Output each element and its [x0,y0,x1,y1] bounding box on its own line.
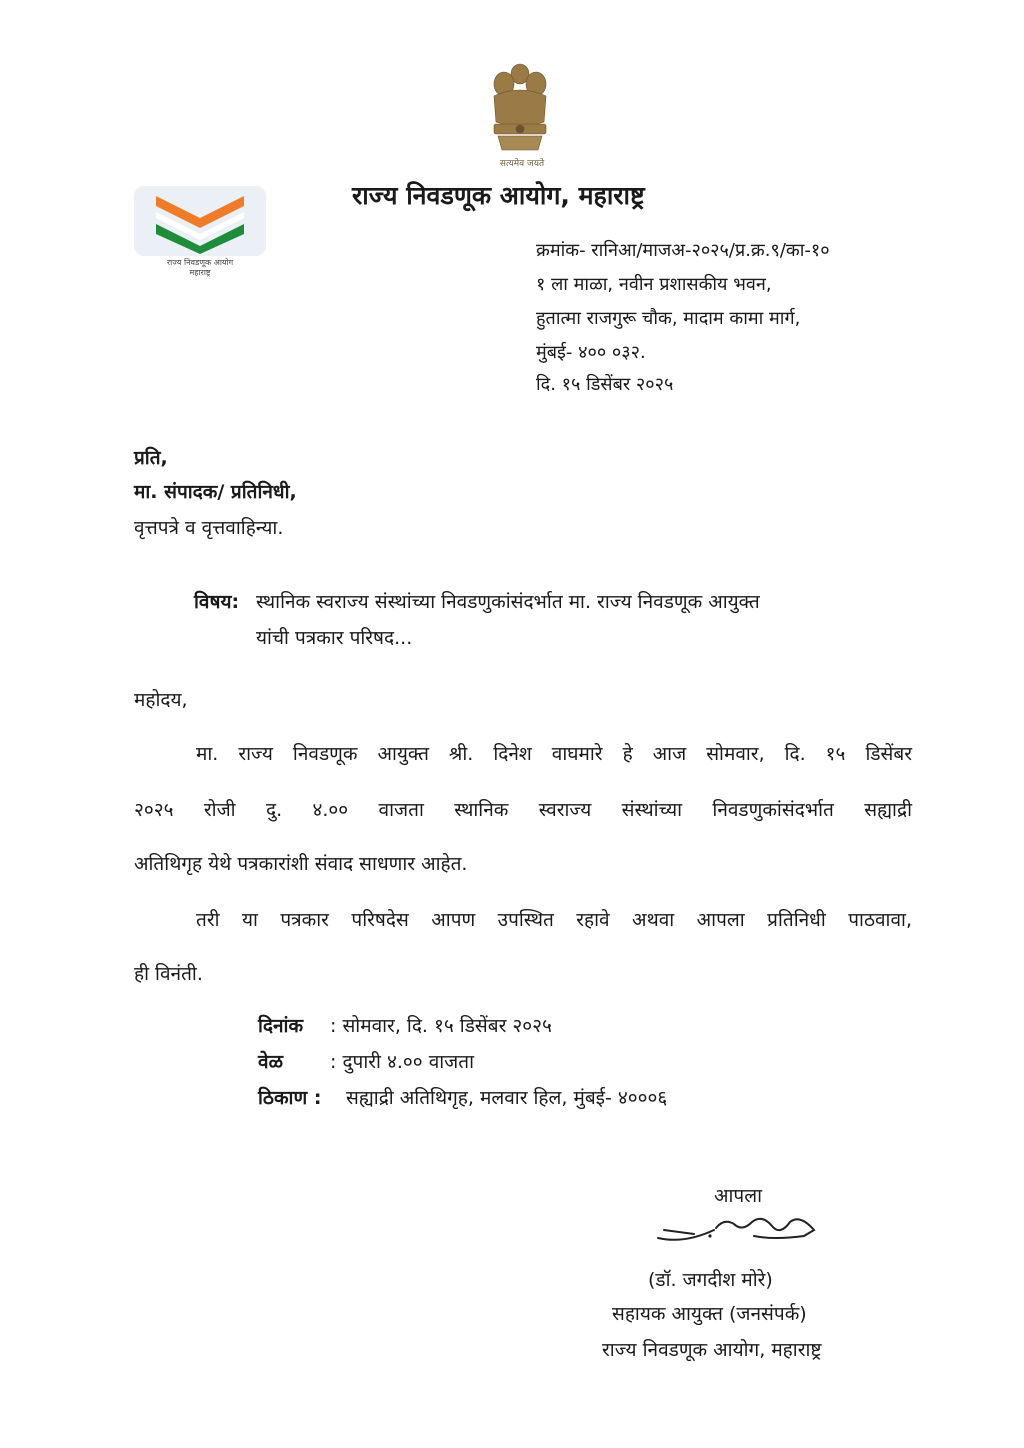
detail-time-label: वेळ [258,1051,284,1073]
sec-logo [134,186,266,256]
signatory-name: (डॉ. जगदीश मोरे) [648,1269,773,1291]
detail-date-value: : सोमवार, दि. १५ डिसेंबर २०२५ [330,1015,552,1037]
subject-line-2: यांची पत्रकार परिषद... [256,627,413,649]
emblem-motto: सत्यमेव जयते [499,159,545,169]
salutation: महोदय, [134,689,188,711]
body-para2-line1: तरी या पत्रकार परिषदेस आपण उपस्थित रहावे अथवा आपला प्रतिनिधी पाठवावा, [196,909,912,931]
address-line-1: १ ला माळा, नवीन प्रशासकीय भवन, [536,274,772,295]
detail-date-label: दिनांक [258,1015,304,1037]
recipient-prati: प्रति, [134,447,168,469]
recipient-org: वृत्तपत्रे व वृत्तवाहिन्या. [134,517,284,539]
state-emblem-icon [480,60,560,170]
sec-logo-chevrons-icon [134,186,266,256]
sec-logo-caption-line2: महाराष्ट्र [189,268,211,277]
body-para2-line2: ही विनंती. [134,963,203,985]
closing-aapla: आपला [714,1185,763,1207]
body-para1-line1: मा. राज्य निवडणूक आयुक्त श्री. दिनेश वाघमारे हे आज सोमवार, दि. १५ डिसेंबर [196,743,912,765]
detail-venue-value: सह्याद्री अतिथिगृह, मलवार हिल, मुंबई- ४०००६ [346,1087,668,1109]
address-line-2: हुतात्मा राजगुरू चौक, मादाम कामा मार्ग, [536,308,801,329]
letterhead-title: राज्य निवडणूक आयोग, महाराष्ट्र [352,181,645,210]
detail-venue-label: ठिकाण : [258,1087,322,1109]
signatory-designation: सहायक आयुक्त (जनसंपर्क) [612,1303,807,1325]
sec-logo-caption [134,258,266,278]
subject-label: विषय: [194,591,240,613]
detail-time-value: : दुपारी ४.०० वाजता [330,1051,475,1073]
reference-number: क्रमांक- रानिआ/माजअ-२०२५/प्र.क्र.९/का-१० [536,240,830,261]
body-para1-line3: अतिथिगृह येथे पत्रकारांशी संवाद साधणार आहेत. [134,853,468,875]
recipient-title: मा. संपादक/ प्रतिनिधी, [134,481,297,503]
signatory-office: राज्य निवडणूक आयोग, महाराष्ट्र [602,1339,822,1361]
sec-logo-caption-line1: राज्य निवडणूक आयोग [166,258,234,267]
address-line-3: मुंबई- ४०० ०३२. [536,342,646,363]
signature-icon [654,1210,824,1246]
letter-date: दि. १५ डिसेंबर २०२५ [536,374,674,395]
subject-line-1: स्थानिक स्वराज्य संस्थांच्या निवडणुकांसंदर्भात मा. राज्य निवडणूक आयुक्त [256,591,760,613]
body-para1-line2: २०२५ रोजी दु. ४.०० वाजता स्थानिक स्वराज्य संस्थांच्या निवडणुकांसंदर्भात सह्याद्री [134,799,912,821]
